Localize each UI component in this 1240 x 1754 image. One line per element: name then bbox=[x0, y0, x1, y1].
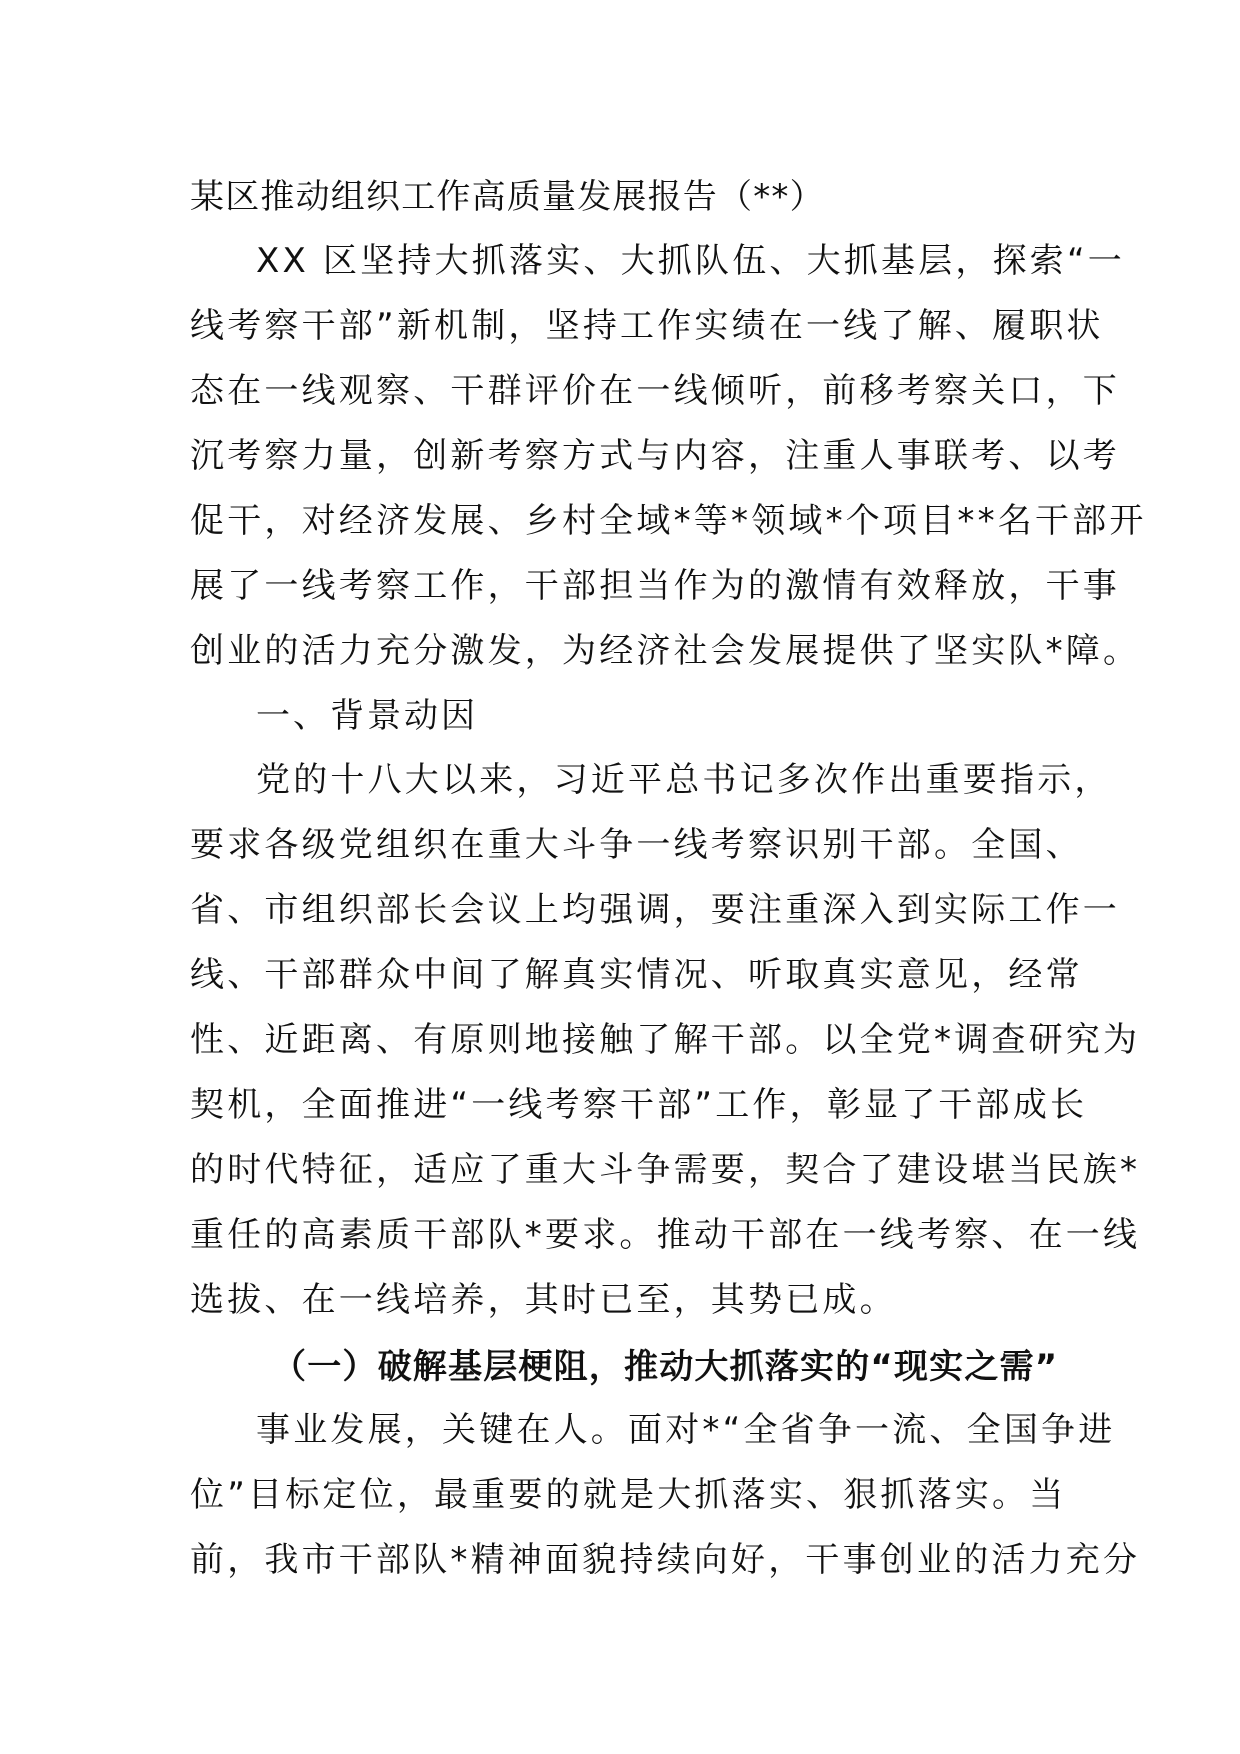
paragraph-line: 线考察干部”新机制，坚持工作实绩在一线了解、履职状 bbox=[190, 306, 1104, 346]
paragraph-line: 重任的高素质干部队*要求。推动干部在一线考察、在一线 bbox=[190, 1215, 1141, 1255]
paragraph-line: XX 区坚持大抓落实、大抓队伍、大抓基层，探索“一 bbox=[256, 241, 1126, 281]
section-heading: 一、背景动因 bbox=[256, 696, 478, 736]
paragraph-line: 的时代特征，适应了重大斗争需要，契合了建设堪当民族* bbox=[190, 1150, 1141, 1190]
paragraph-line: 省、市组织部长会议上均强调，要注重深入到实际工作一 bbox=[190, 890, 1120, 930]
paragraph-line: 态在一线观察、干群评价在一线倾听，前移考察关口，下 bbox=[190, 371, 1120, 411]
paragraph-line: 党的十八大以来，习近平总书记多次作出重要指示， bbox=[256, 760, 1112, 800]
subsection-heading: （一）破解基层梗阻，推动大抓落实的“现实之需” bbox=[272, 1347, 1059, 1387]
paragraph-line: 选拔、在一线培养，其时已至，其势已成。 bbox=[190, 1280, 897, 1320]
paragraph-line: 沉考察力量，创新考察方式与内容，注重人事联考、以考 bbox=[190, 436, 1120, 476]
paragraph-line: 展了一线考察工作，干部担当作为的激情有效释放，干事 bbox=[190, 566, 1120, 606]
paragraph-line: 性、近距离、有原则地接触了解干部。以全党*调查研究为 bbox=[190, 1020, 1141, 1060]
paragraph-line: 要求各级党组织在重大斗争一线考察识别干部。全国、 bbox=[190, 825, 1083, 865]
paragraph-line: 位”目标定位，最重要的就是大抓落实、狠抓落实。当 bbox=[190, 1475, 1067, 1515]
paragraph-line: 前，我市干部队*精神面貌持续向好，干事创业的活力充分 bbox=[190, 1540, 1141, 1580]
paragraph-line: 创业的活力充分激发，为经济社会发展提供了坚实队*障。 bbox=[190, 631, 1141, 671]
paragraph-line: 事业发展，关键在人。面对*“全省争一流、全国争进 bbox=[256, 1410, 1116, 1450]
paragraph-line: 促干，对经济发展、乡村全域*等*领域*个项目**名干部开 bbox=[190, 501, 1147, 541]
paragraph-line: 线、干部群众中间了解真实情况、听取真实意见，经常 bbox=[190, 955, 1083, 995]
paragraph-line: 契机，全面推进“一线考察干部”工作，彰显了干部成长 bbox=[190, 1085, 1088, 1125]
document-title: 某区推动组织工作高质量发展报告（**） bbox=[190, 177, 825, 217]
